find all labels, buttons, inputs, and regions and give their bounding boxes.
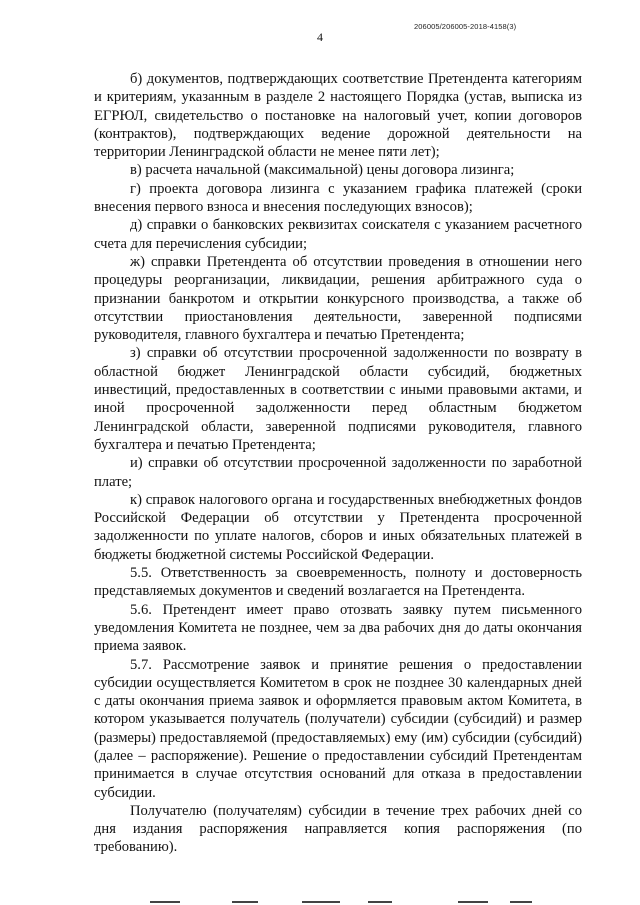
paragraph-item-g: г) проекта договора лизинга с указанием графика платежей (сроки внесения первого взноса и внесения последующих взносов);: [94, 180, 582, 216]
paragraph-item-b: б) документов, подтверждающих соответствие Претендента категориям и критериям, указанным в разделе 2 настоящего Порядка (устав, выписка из ЕГРЮЛ, свидетельство о постановке на налоговый учет, копии договоров (контрактов), подтверждающих ведение дорожной деятельности на территории Ленинградской области не менее пяти лет);: [94, 71, 582, 161]
document-body: [94, 70, 582, 857]
paragraph-item-zh: ж) справки Претендента об отсутствии проведения в отношении него процедуры реорганизации, ликвидации, решения арбитражного суда о признании банкротом и открытии конкурсного производства, а также об отсутствии приостановления деятельности, заверенной подписями руководителя, главного бухгалтера и печатью Претендента;: [94, 253, 582, 344]
paragraph-item-k: к) справок налогового органа и государственных внебюджетных фондов Российской Федерации об отсутствии у Претендента просроченной задолженности по уплате налогов, сборов и иных обязательных платежей в бюджеты бюджетной системы Российской Федерации.: [94, 491, 582, 563]
paragraph-item-i: и) справки об отсутствии просроченной задолженности по заработной плате;: [94, 455, 582, 490]
paragraph-recipient-copy: Получателю (получателям) субсидии в течение трех рабочих дней со дня издания распоряжения направляется копия распоряжения (по требованию).: [94, 802, 582, 856]
paragraph-item-d: д) справки о банковских реквизитах соискателя с указанием расчетного счета для перечисления субсидии;: [94, 217, 582, 252]
document-id: 206005/206005-2018-4158(3): [414, 22, 517, 31]
paragraph-item-v: в) расчета начальной (максимальной) цены договора лизинга;: [130, 162, 515, 179]
paragraph-5-7: 5.7. Рассмотрение заявок и принятие решения о предоставлении субсидии осуществляется Комитетом в срок не позднее 30 календарных дней с даты окончания приема заявок и оформляется правовым актом Комитета, в котором указывается получатель (получатели) субсидии (субсидий) и размер (размеры) предоставляемой (предоставляемых) ему (им) субсидии (субсидий) (далее – распоряжение). Решение о предоставлении субсидий Претендентам принимается в случае отсутствия оснований для отказа в предоставлении субсидии.: [94, 656, 582, 801]
paragraph-5-6: 5.6. Претендент имеет право отозвать заявку путем письменного уведомления Комитета не позднее, чем за два рабочих дня до даты окончания приема заявок.: [94, 601, 582, 655]
page-number: 4: [317, 30, 323, 44]
paragraph-5-5: 5.5. Ответственность за своевременность, полноту и достоверность представляемых документов и сведений возлагается на Претендента.: [94, 565, 582, 600]
paragraph-item-z: з) справки об отсутствии просроченной задолженности по возврату в областной бюджет Ленинградской области субсидий, бюджетных инвестиций, предоставленных в соответствии с иными правовыми актами, и иной просроченной задолженности перед областным бюджетом Ленинградской области, заверенной подписями руководителя, главного бухгалтера и печатью Претендента;: [94, 345, 582, 453]
scan-edge-marks: [0, 897, 640, 905]
